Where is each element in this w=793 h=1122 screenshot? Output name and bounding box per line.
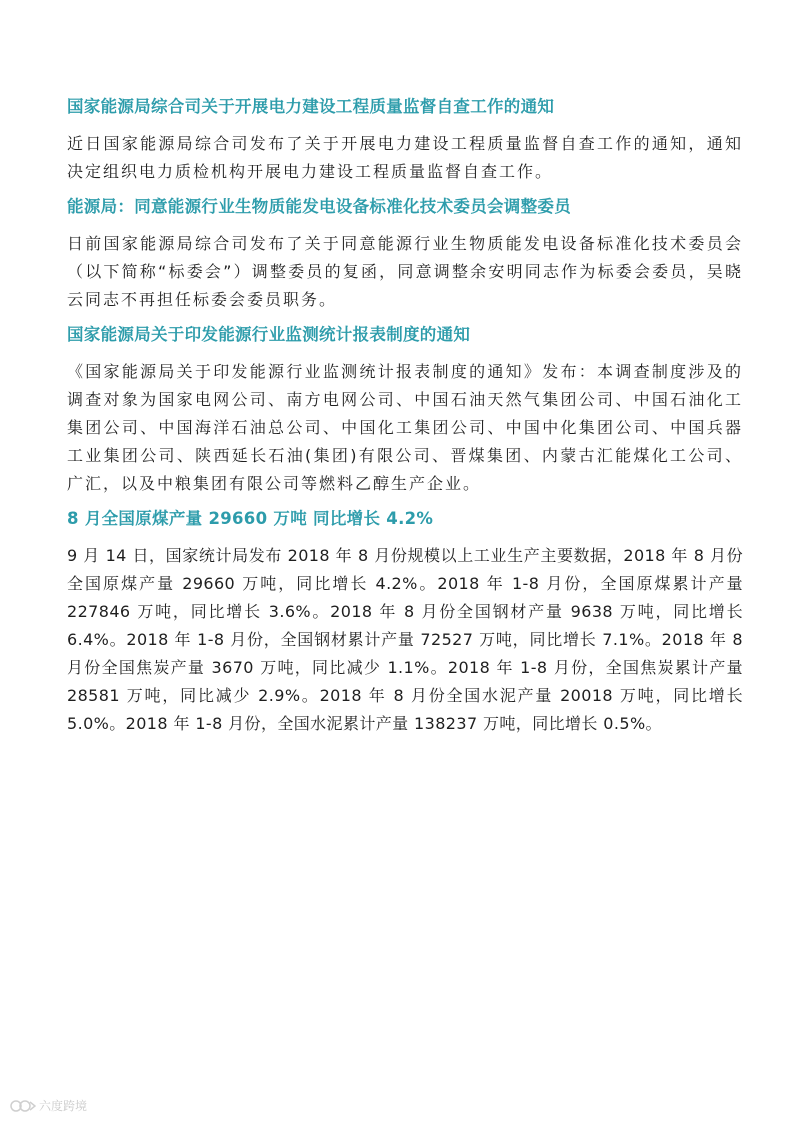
article-headline: 8 月全国原煤产量 29660 万吨 同比增长 4.2% bbox=[67, 509, 434, 528]
article-body: 日前国家能源局综合司发布了关于同意能源行业生物质能发电设备标准化技术委员会（以下简称“标委会”）调整委员的复函，同意调整余安明同志作为标委会委员，吴晓云同志不再担任标委会委员职务。 bbox=[67, 234, 743, 309]
news-article-1 bbox=[67, 96, 743, 186]
article-headline: 国家能源局综合司关于开展电力建设工程质量监督自查工作的通知 bbox=[67, 97, 555, 116]
article-headline: 能源局：同意能源行业生物质能发电设备标准化技术委员会调整委员 bbox=[67, 197, 571, 216]
document-page bbox=[67, 96, 743, 748]
article-headline: 国家能源局关于印发能源行业监测统计报表制度的通知 bbox=[67, 325, 471, 344]
article-body: 《国家能源局关于印发能源行业监测统计报表制度的通知》发布：本调查制度涉及的调查对象为国家电网公司、南方电网公司、中国石油天然气集团公司、中国石油化工集团公司、中国海洋石油总公司、中国化工集团公司、中国中化集团公司、中国兵器工业集团公司、陕西延长石油(集团)有限公司、晋煤集团、内蒙古汇能煤化工公司、广汇，以及中粮集团有限公司等燃料乙醇生产企业。 bbox=[67, 362, 743, 493]
watermark-text: 六度跨境 bbox=[39, 1099, 88, 1113]
brand-logo-icon bbox=[10, 1099, 36, 1113]
news-article-3 bbox=[67, 324, 743, 498]
news-article-2 bbox=[67, 196, 743, 314]
article-body: 9 月 14 日，国家统计局发布 2018 年 8 月份规模以上工业生产主要数据，2018 年 8 月份全国原煤产量 29660 万吨，同比增长 4.2%。2018 年 1-8 月份，全国原煤累计产量 227846 万吨，同比增长 3.6%。2018 年 8 月份全国钢材产量 9638 万吨，同比增长 6.4%。2018 年 1-8 月份，全国钢材累计产量 72527 万吨，同比增长 7.1%。2018 年 8 月份全国焦炭产量 3670 万吨，同比减少 1.1%。2018 年 1-8 月份，全国焦炭累计产量 28581 万吨，同比减少 2.9%。2018 年 8 月份全国水泥产量 20018 万吨，同比增长 5.0%。2018 年 1-8 月份，全国水泥累计产量 138237 万吨，同比增长 0.5%。 bbox=[67, 546, 743, 733]
article-body: 近日国家能源局综合司发布了关于开展电力建设工程质量监督自查工作的通知，通知决定组织电力质检机构开展电力建设工程质量监督自查工作。 bbox=[67, 134, 743, 181]
watermark bbox=[10, 1097, 87, 1114]
news-article-4 bbox=[67, 508, 743, 738]
